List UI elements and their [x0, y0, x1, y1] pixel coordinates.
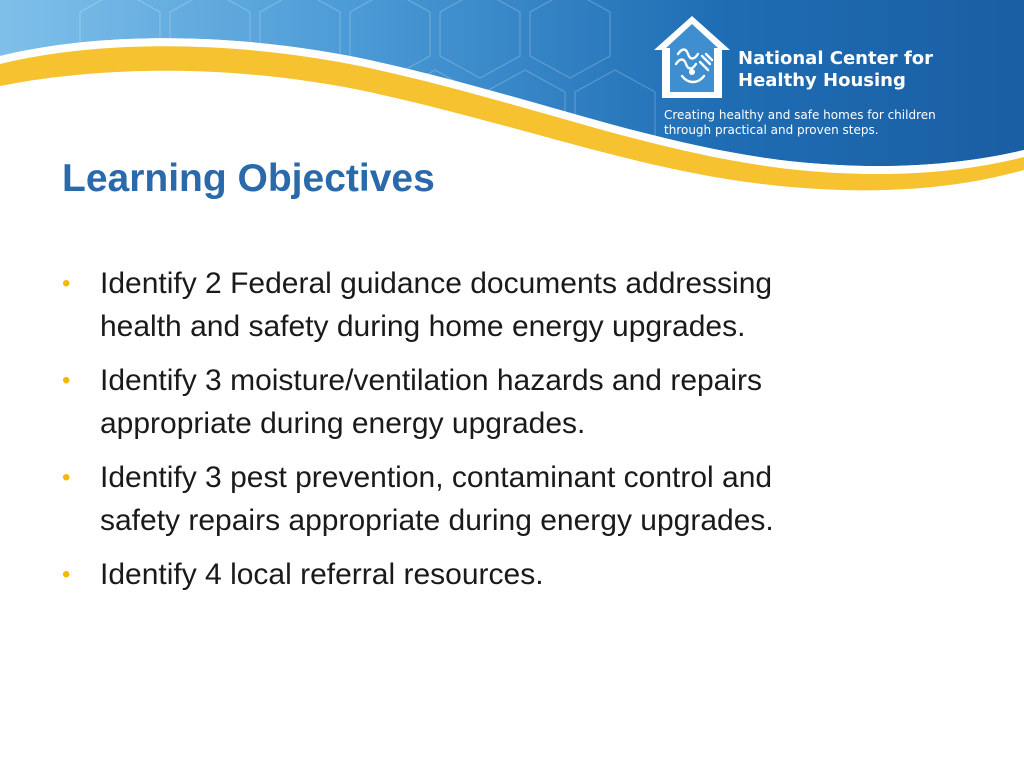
objective-line: Identify 3 pest prevention, contaminant control and	[100, 461, 773, 494]
bullet-dot-icon: •	[62, 464, 71, 491]
bullet-dot-icon: •	[62, 270, 71, 297]
organization-name	[738, 48, 978, 92]
objective-line: Identify 4 local referral resources.	[100, 558, 544, 591]
objective-line: Identify 2 Federal guidance documents addressing	[100, 267, 773, 300]
organization-name-line-2: Healthy Housing	[738, 70, 906, 91]
objective-item	[62, 456, 962, 542]
objective-item	[62, 359, 962, 445]
tagline-line-2: through practical and proven steps.	[664, 123, 879, 137]
slide-title: Learning Objectives	[62, 157, 435, 200]
organization-tagline	[664, 108, 994, 138]
objective-line: health and safety during home energy upgrades.	[100, 310, 746, 343]
house-logo-icon	[652, 14, 732, 100]
tagline-line-1: Creating healthy and safe homes for children	[664, 108, 936, 122]
objective-line: appropriate during energy upgrades.	[100, 407, 586, 440]
bullet-dot-icon: •	[62, 561, 71, 588]
objective-line: Identify 3 moisture/ventilation hazards and repairs	[100, 364, 763, 397]
objective-line: safety repairs appropriate during energy upgrades.	[100, 504, 774, 537]
organization-name-line-1: National Center for	[738, 48, 934, 69]
objective-item	[62, 262, 962, 348]
bullet-dot-icon: •	[62, 367, 71, 394]
objectives-list	[62, 262, 962, 607]
objective-item	[62, 553, 962, 596]
